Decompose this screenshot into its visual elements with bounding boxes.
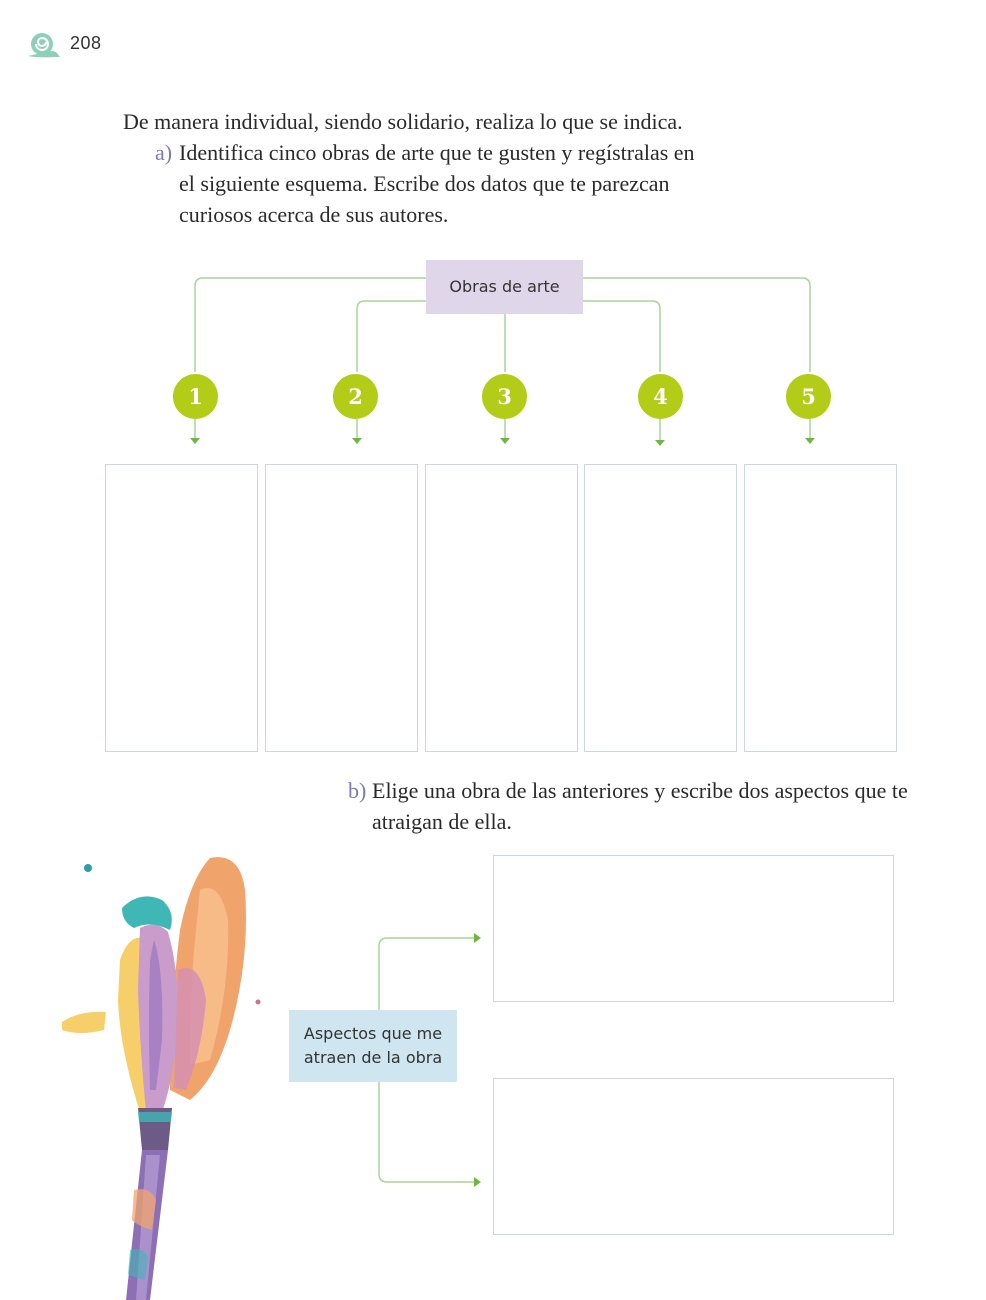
item-marker-b: b) [348, 778, 367, 803]
paintbrush-illustration [50, 850, 270, 1300]
number-circle-4: 4 [638, 374, 683, 419]
number-circle-3: 3 [482, 374, 527, 419]
aspect-answer-box-2[interactable] [493, 1078, 894, 1235]
number-circle-1: 1 [173, 374, 218, 419]
number-circle-2: 2 [333, 374, 378, 419]
item-marker-a: a) [155, 140, 173, 165]
aspect-answer-box-1[interactable] [493, 855, 894, 1002]
obras-de-arte-box: Obras de arte [426, 260, 583, 314]
instruction-a-text: Identifica cinco obras de arte que te gusten y regístralas en el siguiente esquema. Escribe dos datos que te parezcan curiosos acerca de sus autores. [179, 140, 695, 227]
intro-instruction: De manera individual, siendo solidario, realiza lo que se indica. [123, 109, 683, 134]
instruction-b-text: Elige una obra de las anteriores y escribe dos aspectos que te atraigan de ella. [372, 778, 908, 834]
aspectos-box: Aspectos que me atraen de la obra [289, 1010, 457, 1082]
page-number: 208 [70, 33, 102, 53]
number-circle-5: 5 [786, 374, 831, 419]
